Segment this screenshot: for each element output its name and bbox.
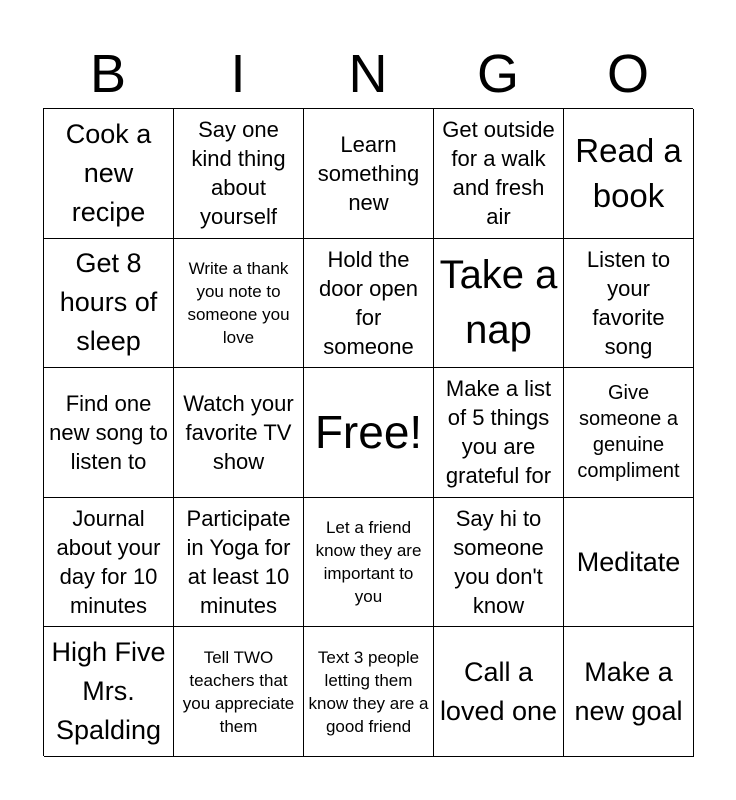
bingo-cell[interactable] (564, 627, 694, 757)
cell-text: Say hi to someone you don't know (453, 506, 544, 619)
bingo-cell[interactable] (304, 239, 434, 369)
cell-text: Write a thank you note to someone you love (187, 258, 290, 347)
cell-text: Read a book (575, 132, 682, 215)
cell-text: Meditate (576, 546, 681, 577)
cell-text: Make a new goal (574, 656, 683, 726)
bingo-cell[interactable] (174, 239, 304, 369)
cell-text: Say one kind thing about yourself (191, 117, 286, 230)
cell-text: Hold the door open for someone (318, 246, 419, 359)
bingo-cell[interactable] (304, 109, 434, 239)
bingo-cell[interactable] (304, 498, 434, 628)
bingo-cell[interactable] (44, 239, 174, 369)
bingo-cell[interactable] (174, 109, 304, 239)
bingo-cell[interactable] (564, 498, 694, 628)
bingo-cell[interactable] (564, 368, 694, 498)
header-letter-g: G (476, 44, 519, 104)
cell-text: Cook a new recipe (65, 118, 152, 227)
bingo-cell[interactable] (434, 627, 564, 757)
bingo-cell[interactable] (44, 498, 174, 628)
header-letter-n: N (348, 44, 388, 104)
bingo-header (43, 40, 693, 108)
cell-text: Give someone a genuine compliment (577, 382, 680, 483)
bingo-cell[interactable] (174, 498, 304, 628)
bingo-cell[interactable] (434, 109, 564, 239)
bingo-cell[interactable] (434, 239, 564, 369)
cell-text: Let a friend know they are important to you (315, 518, 422, 607)
bingo-cell[interactable] (304, 627, 434, 757)
bingo-cell[interactable] (434, 368, 564, 498)
cell-text: Find one new song to listen to (49, 390, 168, 474)
cell-text: Make a list of 5 things you are grateful for (445, 376, 552, 489)
cell-text: Get outside for a walk and fresh air (442, 117, 555, 230)
bingo-cell[interactable] (44, 109, 174, 239)
cell-text: Learn something new (317, 131, 420, 215)
header-letter-o: O (606, 44, 649, 104)
cell-text: Listen to your favorite song (586, 246, 671, 359)
cell-text: Get 8 hours of sleep (59, 248, 158, 357)
free-space-cell[interactable] (304, 368, 434, 498)
bingo-cell[interactable] (434, 498, 564, 628)
bingo-cell[interactable] (174, 627, 304, 757)
bingo-cell[interactable] (44, 627, 174, 757)
cell-text: Text 3 people letting them know they are a good friend (308, 647, 429, 736)
bingo-cell[interactable] (174, 368, 304, 498)
header-letter-b: B (89, 44, 127, 104)
bingo-cell[interactable] (564, 239, 694, 369)
cell-text: High Five Mrs. Spalding (51, 637, 166, 746)
cell-text: Take a nap (439, 252, 558, 352)
cell-text: Participate in Yoga for at least 10 minutes (186, 506, 291, 619)
cell-text: Watch your favorite TV show (183, 390, 294, 474)
cell-text: Tell TWO teachers that you appreciate them (182, 647, 295, 736)
cell-text: Call a loved one (439, 656, 558, 726)
cell-text: Free! (314, 406, 423, 459)
bingo-cell[interactable] (564, 109, 694, 239)
bingo-cell[interactable] (44, 368, 174, 498)
bingo-board (43, 108, 693, 756)
cell-text: Journal about your day for 10 minutes (56, 506, 161, 619)
header-letter-i: I (230, 44, 246, 104)
